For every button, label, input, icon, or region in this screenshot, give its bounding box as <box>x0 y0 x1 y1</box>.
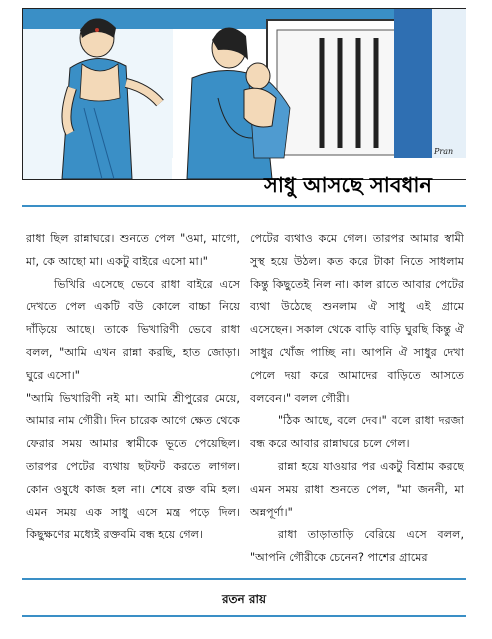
text-column-left <box>26 228 240 573</box>
paragraph: "আমি ভিখারিণী নই মা। আমি শ্রীপুরের মেয়ে, আমার নাম গৌরী। দিন চারেক আগে ক্ষেত থেকে ফেরার সময় আমার স্বামীকে ভূতে পেয়েছিল। তারপর পেটের ব্যথায় ছটফট করতে লাগল। কোন ওষুধে কাজ হল না। শেষে রক্ত বমি হল। এমন সময় এক সাধু এসে মন্ত্র পড়ে দিল। কিছুক্ষণের মধ্যেই রক্তবমি বন্ধ হয়ে গেল। <box>26 391 240 542</box>
author-name: রতন রায় <box>221 592 267 606</box>
text-column-right <box>250 228 464 573</box>
story-title: সাধু আসছে সাবধান <box>264 173 432 197</box>
footer-divider-bottom <box>22 615 466 617</box>
paragraph: রাধা তাড়াতাড়ি বেরিয়ে এসে বলল, "আপনি গৌরীকে চেনেন? পাশের গ্রামের <box>250 528 464 565</box>
artist-signature: Pran <box>434 147 454 156</box>
title-divider <box>22 205 466 207</box>
paragraph: "ঠিক আছে, বলে দেব।" বলে রাধা দরজা বন্ধ করে আবার রান্নাঘরে চলে গেল। <box>250 414 464 451</box>
paragraph: ভিখিরি এসেছে ভেবে রাধা বাইরে এসে দেখতে পেল একটি বউ কোলে বাচ্চা নিয়ে দাঁড়িয়ে আছে। তাকে ভিখারিণী ভেবে রাধা বলল, "আমি এখন রান্না করছি, হাত জোড়া। ঘুরে এসো।" <box>26 277 240 382</box>
paragraph: রাধা ছিল রান্নাঘরে। শুনতে পেল "ওমা, মাগো, মা, কে আছো মা। একটু বাইরে এসো মা।" <box>26 232 240 268</box>
paragraph: রান্না হয়ে যাওয়ার পর একটু বিশ্রাম করছে এমন সময় রাধা শুনতে পেল, "মা জননী, মা অন্নপূর্ণা।" <box>250 459 464 519</box>
paragraph: পেটের ব্যথাও কমে গেল। তারপর আমার স্বামী সুস্থ হয়ে উঠল। কত করে টাকা নিতে সাধলাম কিন্তু কিছুতেই নিল না। কাল রাতে আবার পেটের ব্যথা উঠেছে শুনলাম ঐ সাধু এই গ্রামে এসেছেন। সকাল থেকে বাড়ি বাড়ি ঘুরছি কিন্তু ঐ সাধুর খোঁজ পাচ্ছি না। আপনি ঐ সাধুর দেখা পেলে দয়া করে আমাদের বাড়িতে আসতে বলবেন।" বলল গৌরী। <box>250 232 464 405</box>
footer-divider-top <box>22 578 466 580</box>
story-illustration <box>22 8 466 180</box>
